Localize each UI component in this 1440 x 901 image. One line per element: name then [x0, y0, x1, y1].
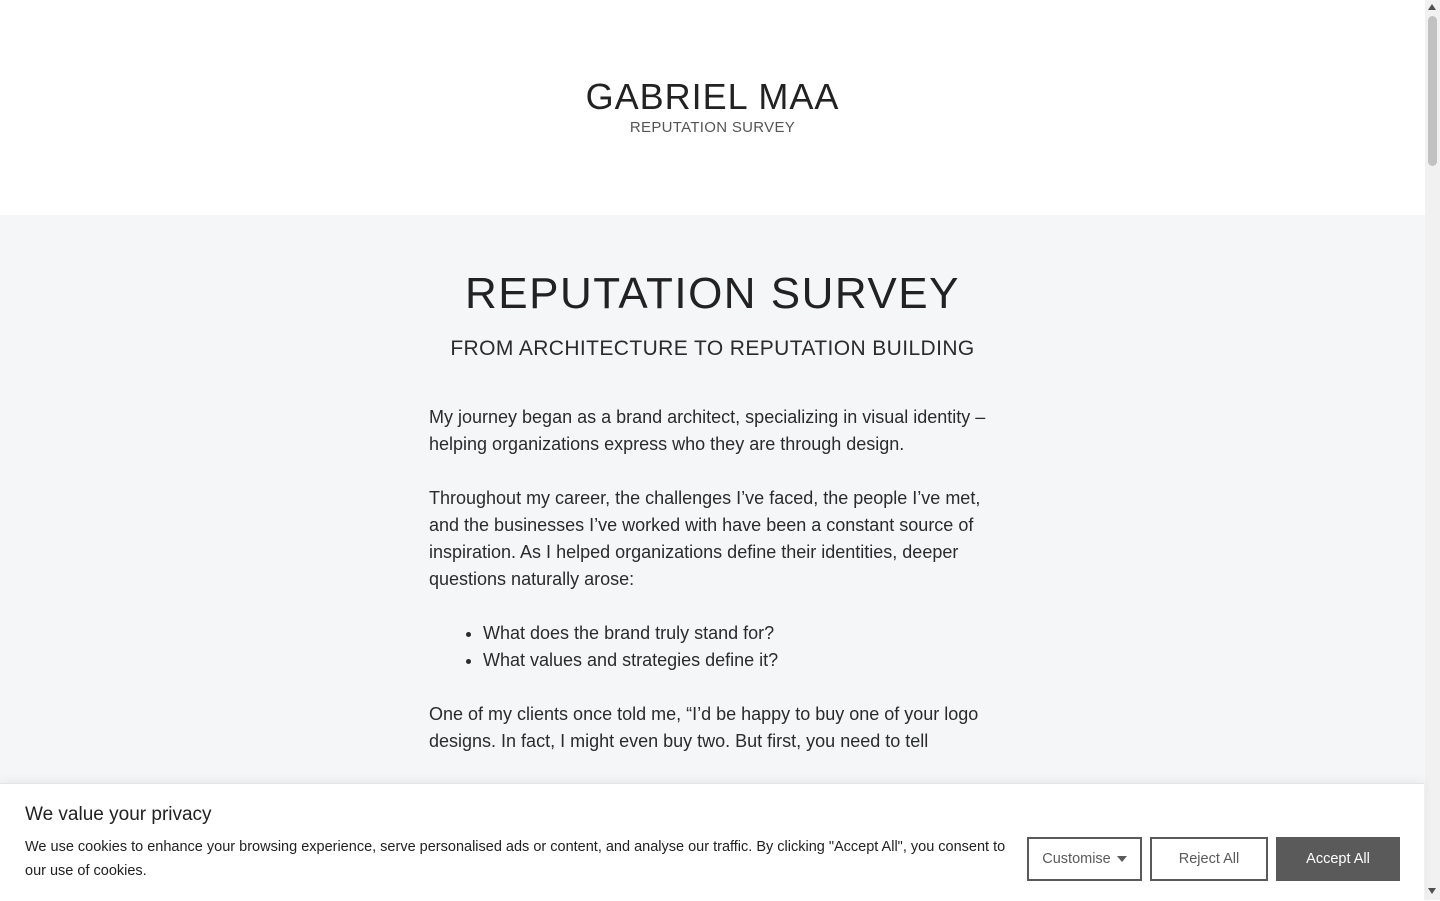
scroll-up-arrow-icon[interactable]	[1428, 4, 1436, 10]
customise-button[interactable]	[1027, 837, 1142, 881]
article-body	[429, 404, 999, 782]
site-header	[0, 0, 1425, 215]
questions-list	[429, 620, 999, 674]
caret-down-icon	[1117, 856, 1127, 862]
cookie-banner-title: We value your privacy	[25, 804, 212, 825]
client-quote-paragraph: One of my clients once told me, “I’d be happy to buy one of your logo designs. In fact, I might even buy two. But first, you need to tell	[429, 704, 979, 751]
list-item: • What does the brand truly stand for?	[483, 620, 999, 647]
list-item: • What values and strategies define it?	[483, 647, 999, 674]
site-tagline: REPUTATION SURVEY	[629, 119, 796, 136]
customise-button-label: Customise	[1042, 851, 1111, 867]
page-title: REPUTATION SURVEY	[465, 269, 960, 318]
scroll-thumb[interactable]	[1428, 16, 1437, 166]
reject-all-button[interactable]	[1150, 837, 1268, 881]
reject-all-button-label: Reject All	[1178, 851, 1240, 867]
scroll-down-arrow-icon[interactable]	[1428, 888, 1436, 894]
career-paragraph: Throughout my career, the challenges I’ve faced, the people I’ve met, and the businesses I’ve worked with have been a constant source of inspiration. As I helped organizations define their identities, deeper questions naturally arose:	[429, 488, 981, 589]
vertical-scrollbar[interactable]	[1425, 0, 1440, 900]
page-subtitle: FROM ARCHITECTURE TO REPUTATION BUILDING	[450, 337, 975, 360]
accept-all-button-label: Accept All	[1306, 851, 1370, 867]
accept-all-button[interactable]	[1276, 837, 1400, 881]
cookie-banner-text: We use cookies to enhance your browsing experience, serve personalised ads or content, and analyse our traffic. By clicking "Accept All", you consent to our use of cookies.	[25, 839, 1006, 879]
intro-paragraph: My journey began as a brand architect, specializing in visual identity – helping organizations express who they are through design.	[429, 407, 986, 454]
site-title[interactable]: GABRIEL MAA	[585, 76, 840, 117]
cookie-consent-banner	[0, 783, 1424, 901]
